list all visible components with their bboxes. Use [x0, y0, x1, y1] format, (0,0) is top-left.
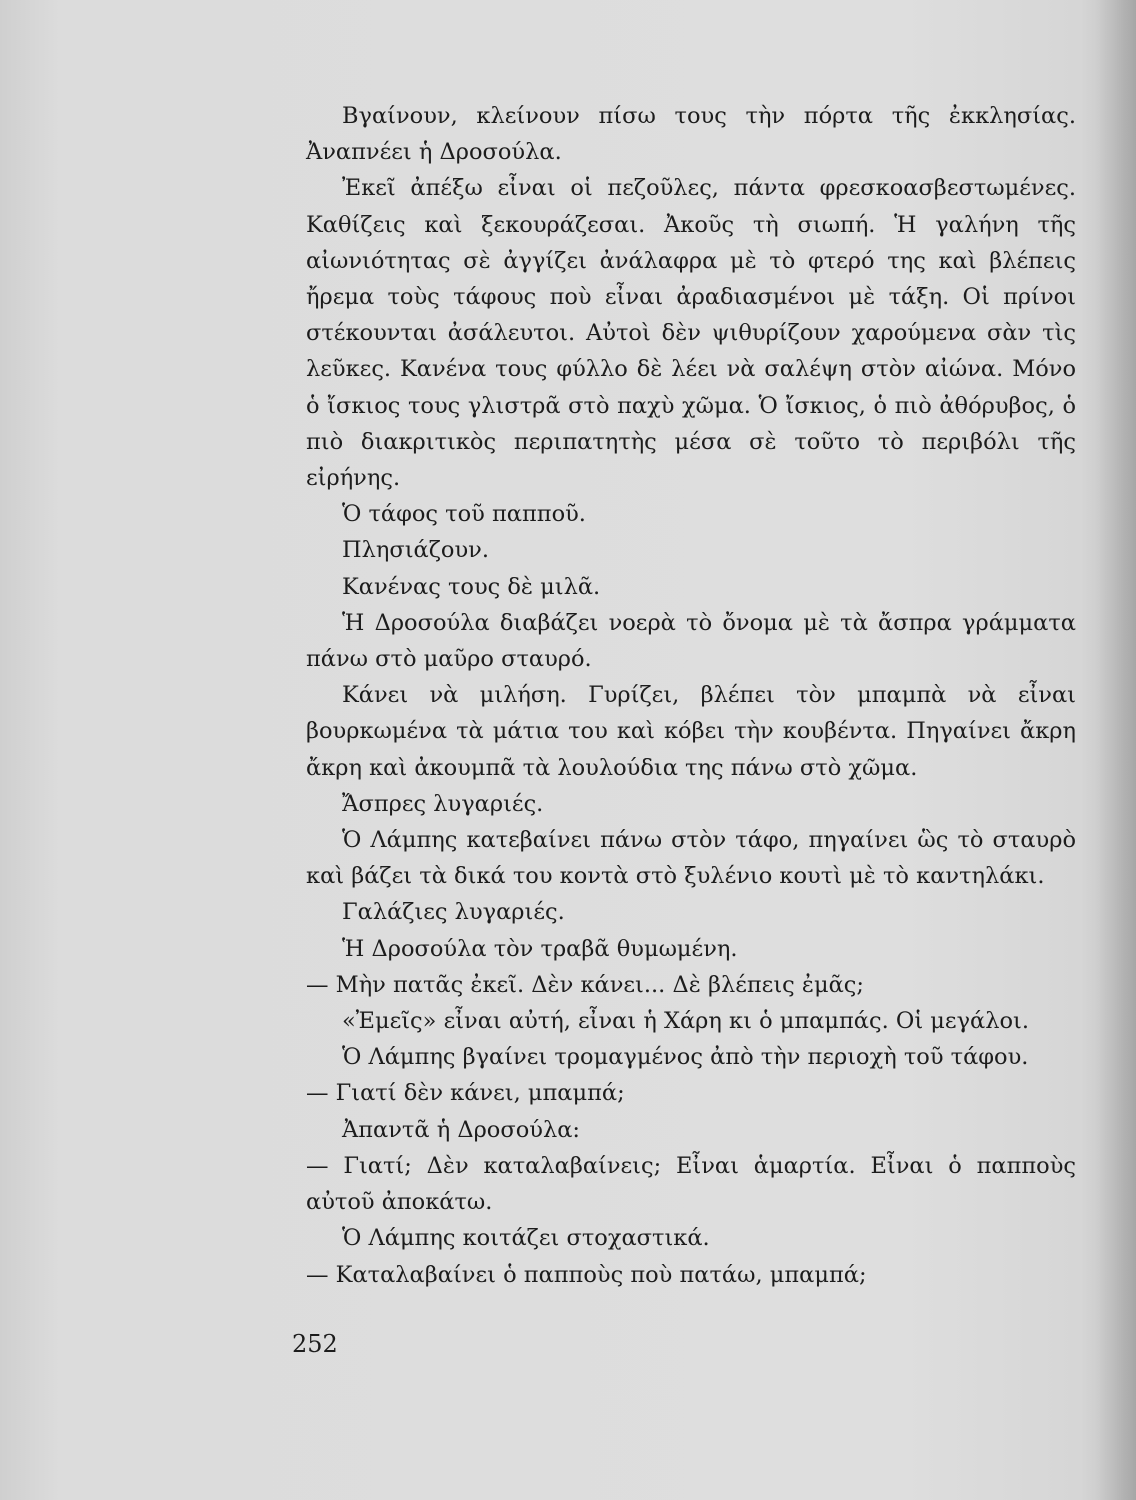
paragraph: Ὁ τάφος τοῦ παπποῦ. [342, 501, 586, 528]
paragraph: Ὁ Λάμπης βγαίνει τρομαγμένος ἀπὸ τὴν περιοχὴ τοῦ τάφου. [342, 1044, 1029, 1071]
paragraph: Ἀπαντᾶ ἡ Δροσούλα: [342, 1116, 580, 1143]
paragraph: «Ἐμεῖς» εἶναι αὐτή, εἶναι ἡ Χάρη κι ὁ μπαμπάς. Οἱ μεγάλοι. [342, 1008, 1030, 1035]
paragraph: Πλησιάζουν. [342, 537, 489, 564]
dialogue-line: — Γιατί δὲν κάνει, μπαμπά; [306, 1080, 625, 1107]
body-text [306, 98, 1076, 1293]
paragraph: Κανένας τους δὲ μιλᾶ. [342, 573, 601, 600]
page-edge-shadow [1096, 0, 1136, 1500]
paragraph: Ὁ Λάμπης κοιτάζει στοχαστικά. [342, 1225, 710, 1252]
paragraph: Ἄσπρες λυγαριές. [342, 790, 544, 817]
dialogue-line: — Καταλαβαίνει ὁ παπποὺς ποὺ πατάω, μπαμπά; [306, 1261, 867, 1288]
paragraph: Κάνει νὰ μιλήση. Γυρίζει, βλέπει τὸν μπαμπὰ νὰ εἶναι βουρκωμένα τὰ μάτια του καὶ κόβει τὴν κουβέντα. Πηγαίνει ἄκρη ἄκρη καὶ ἀκουμπᾶ τὰ λουλούδια της πάνω στὸ χῶμα. [306, 682, 1076, 781]
paragraph: Ὁ Λάμπης κατεβαίνει πάνω στὸν τάφο, πηγαίνει ὣς τὸ σταυρὸ καὶ βάζει τὰ δικά του κοντὰ στὸ ξυλένιο κουτὶ μὲ τὸ καντηλάκι. [306, 827, 1076, 890]
dialogue-line: — Μὴν πατᾶς ἐκεῖ. Δὲν κάνει... Δὲ βλέπεις ἐμᾶς; [306, 971, 864, 998]
page-number: 252 [292, 1330, 338, 1358]
paragraph: Ἐκεῖ ἀπέξω εἶναι οἱ πεζοῦλες, πάντα φρεσκοασβεστωμένες. Καθίζεις καὶ ξεκουράζεσαι. Ἀκοῦς τὴ σιωπή. Ἡ γαλήνη τῆς αἰωνιότητας σὲ ἀγγίζει ἀνάλαφρα μὲ τὸ φτερό της καὶ βλέπεις ἤρεμα τοὺς τάφους ποὺ εἶναι ἀραδιασμένοι μὲ τάξη. Οἱ πρίνοι στέκουνται ἀσάλευτοι. Αὐτοὶ δὲν ψιθυρίζουν χαρούμενα σὰν τὶς λεῦκες. Κανένα τους φύλλο δὲ λέει νὰ σαλέψη στὸν αἰώνα. Μόνο ὁ ἴσκιος τους γλιστρᾶ στὸ παχὺ χῶμα. Ὁ ἴσκιος, ὁ πιὸ ἀθόρυβος, ὁ πιὸ διακριτικὸς περιπατητὴς μέσα σὲ τοῦτο τὸ περιβόλι τῆς εἰρήνης. [306, 175, 1076, 492]
paragraph: Γαλάζιες λυγαριές. [342, 899, 565, 926]
paragraph: Βγαίνουν, κλείνουν πίσω τους τὴν πόρτα τῆς ἐκκλησίας. Ἀναπνέει ἡ Δροσούλα. [306, 103, 1076, 166]
dialogue-line: — Γιατί; Δὲν καταλαβαίνεις; Εἶναι ἁμαρτία. Εἶναι ὁ παπποὺς αὐτοῦ ἀποκάτω. [306, 1152, 1076, 1216]
paragraph: Ἡ Δροσούλα τὸν τραβᾶ θυμωμένη. [342, 935, 738, 962]
paragraph: Ἡ Δροσούλα διαβάζει νοερὰ τὸ ὄνομα μὲ τὰ ἄσπρα γράμματα πάνω στὸ μαῦρο σταυρό. [306, 609, 1076, 673]
